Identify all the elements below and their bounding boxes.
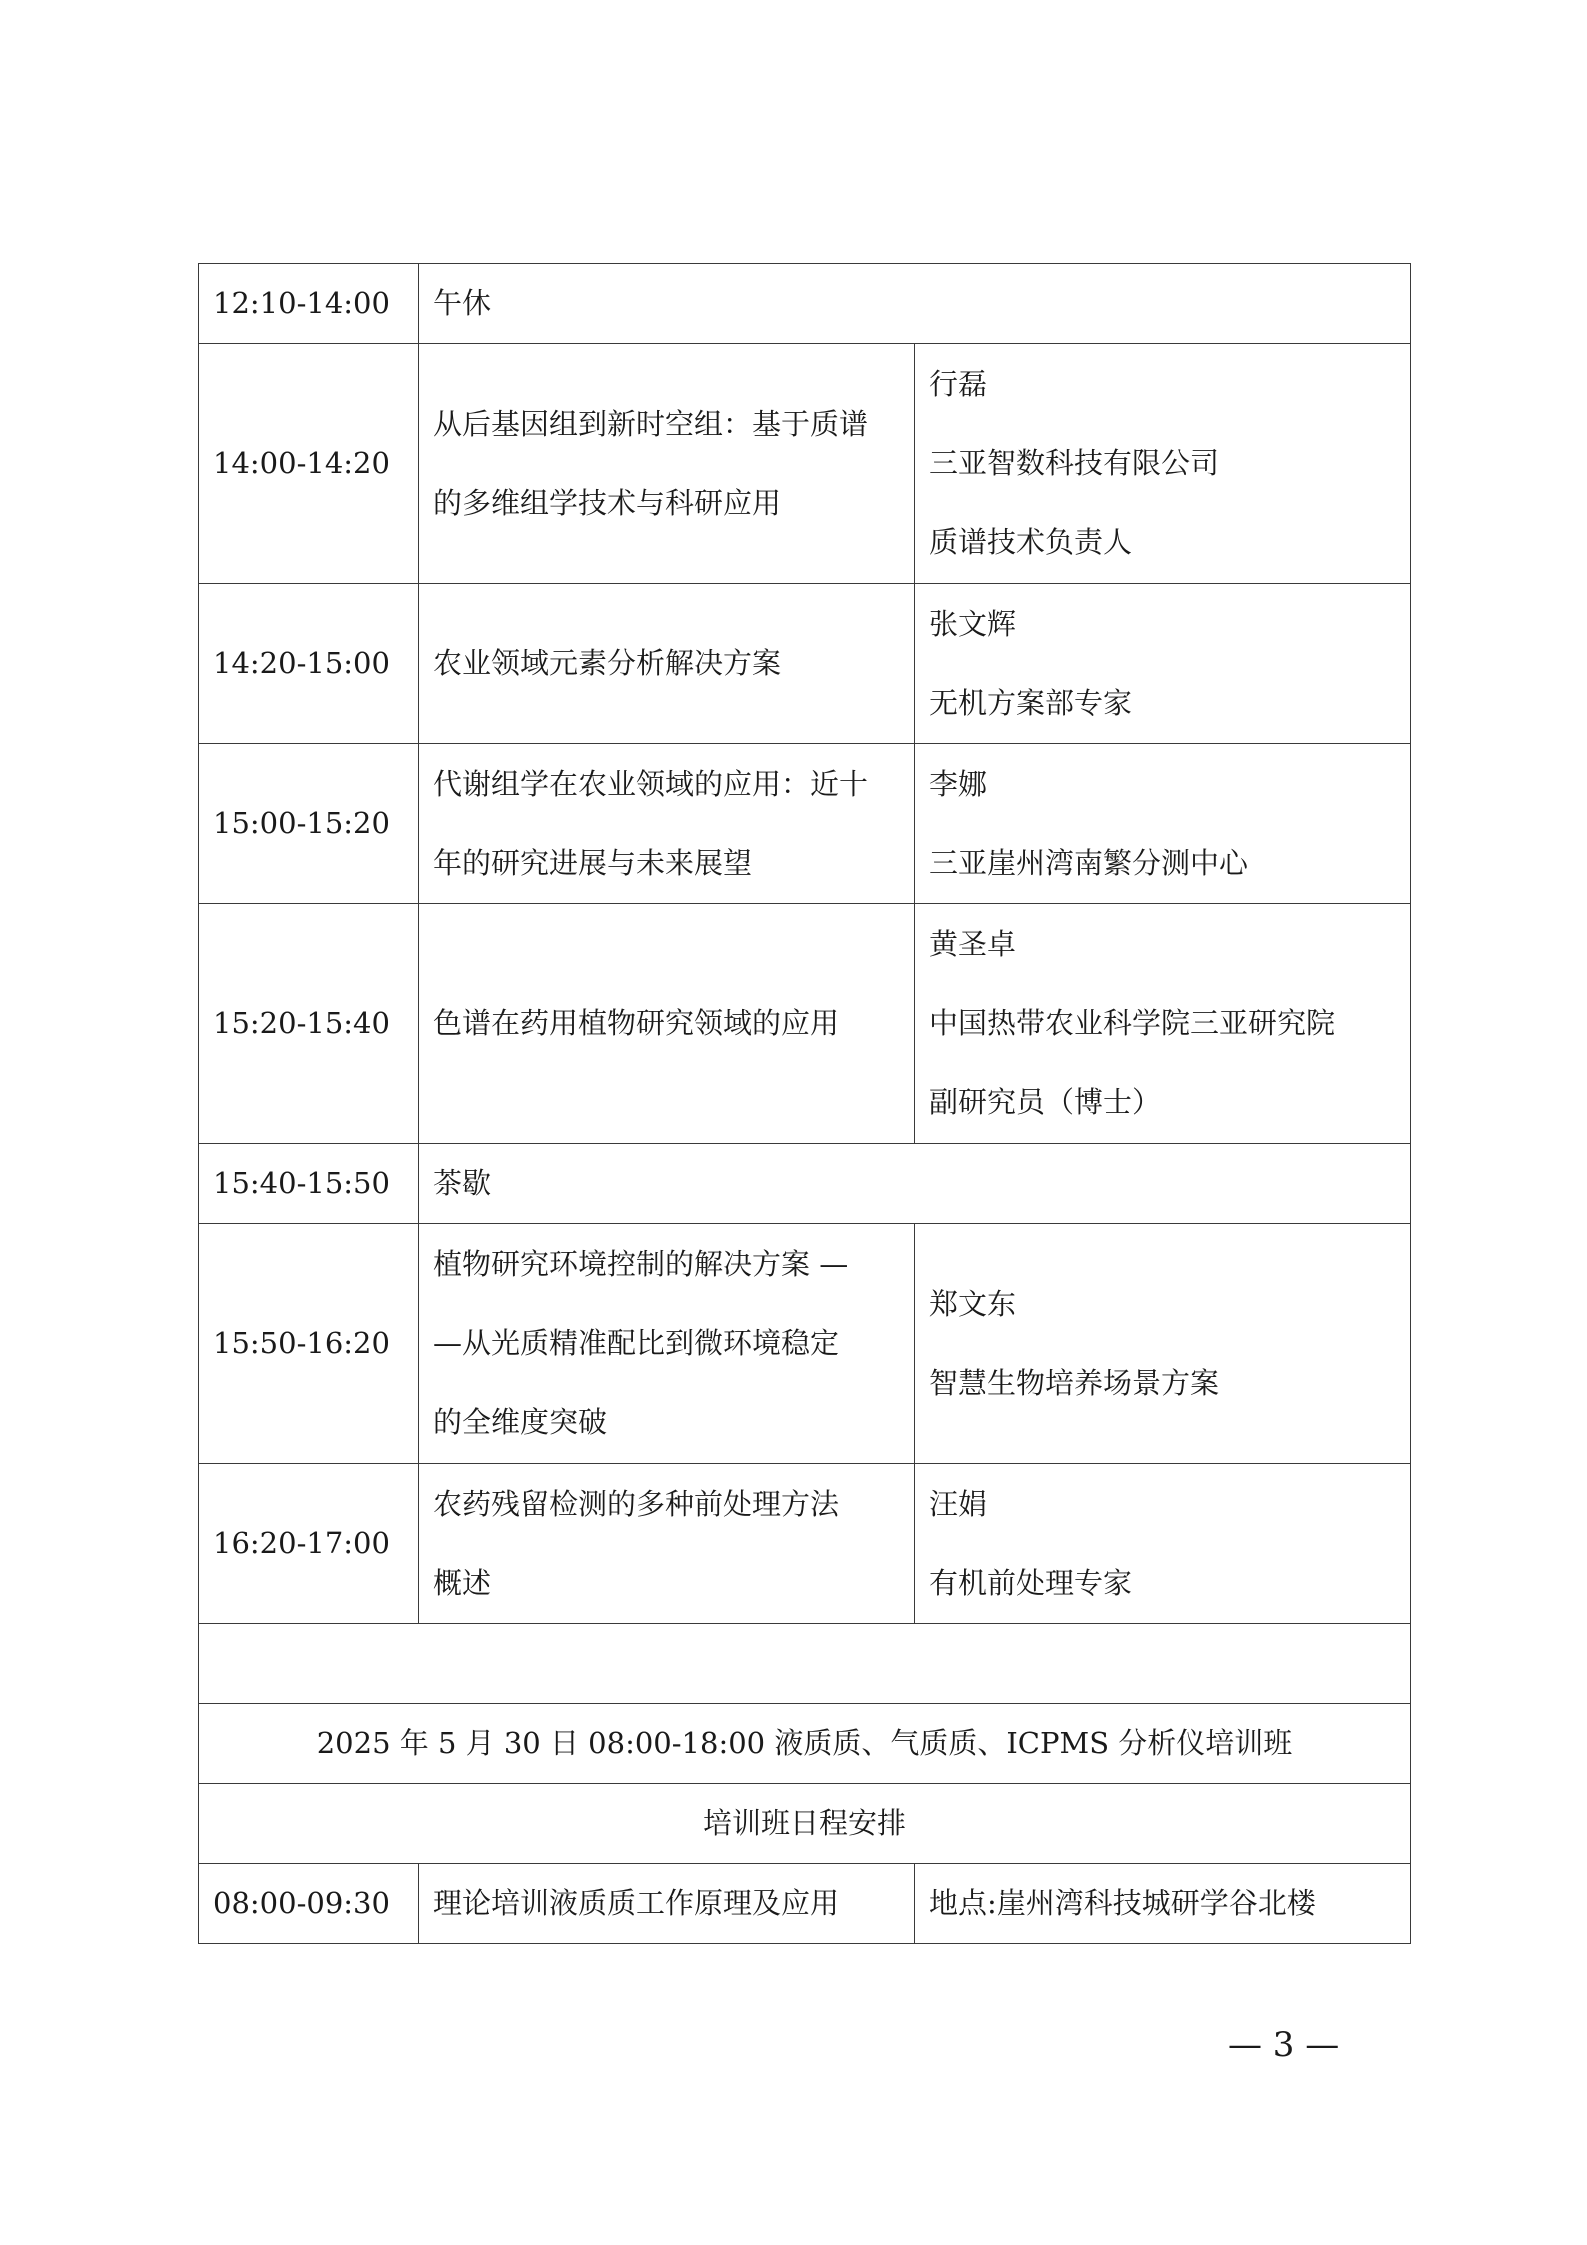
topic-line: 的多维组学技术与科研应用	[433, 485, 782, 520]
schedule-row	[199, 264, 1411, 344]
speaker-name: 张文辉	[929, 606, 1017, 641]
time-cell: 16:20-17:00	[199, 1464, 419, 1624]
empty-cell	[199, 1624, 1411, 1704]
speaker-affiliation: 三亚智数科技有限公司	[929, 446, 1220, 480]
speaker-title: 副研究员（博士）	[929, 1085, 1162, 1119]
topic-cell	[419, 1464, 915, 1624]
topic-line: 农药残留检测的多种前处理方法	[433, 1486, 840, 1521]
topic-line: 代谢组学在农业领域的应用：近十	[433, 766, 869, 801]
topic-cell	[419, 584, 915, 744]
speaker-name: 行磊	[929, 367, 988, 401]
topic-cell	[419, 1144, 1411, 1224]
page-number: — 3 —	[1228, 2025, 1340, 2065]
schedule-table	[198, 263, 1411, 1944]
speaker-title: 智慧生物培养场景方案	[929, 1365, 1220, 1400]
speaker-title: 有机前处理专家	[929, 1565, 1133, 1600]
time-cell: 15:20-15:40	[199, 904, 419, 1144]
topic-line: —从光质精准配比到微环境稳定	[433, 1326, 840, 1360]
topic-line: 的全维度突破	[433, 1405, 608, 1439]
topic-cell	[419, 744, 915, 904]
speaker-cell	[915, 584, 1411, 744]
schedule-row	[199, 744, 1411, 904]
schedule-row	[199, 1144, 1411, 1224]
topic-cell	[419, 904, 915, 1144]
speaker-name: 李娜	[929, 766, 988, 801]
speaker-cell	[915, 344, 1411, 584]
empty-row	[199, 1624, 1411, 1704]
time-cell: 14:20-15:00	[199, 584, 419, 744]
topic-cell	[419, 344, 915, 584]
training-banner: 2025 年 5 月 30 日 08:00-18:00 液质质、气质质、ICPMS 分析仪培训班	[199, 1704, 1411, 1784]
time-cell: 15:00-15:20	[199, 744, 419, 904]
location-text: 地点:崖州湾科技城研学谷北楼	[929, 1886, 1316, 1920]
schedule-row	[199, 584, 1411, 744]
time-cell: 15:40-15:50	[199, 1144, 419, 1224]
topic-line: 从后基因组到新时空组：基于质谱	[433, 406, 869, 441]
speaker-cell	[915, 1464, 1411, 1624]
speaker-title: 质谱技术负责人	[929, 525, 1133, 559]
training-row	[199, 1864, 1411, 1944]
topic-line: 茶歇	[433, 1166, 492, 1200]
topic-line: 理论培训液质质工作原理及应用	[433, 1886, 840, 1920]
location-cell	[915, 1864, 1411, 1944]
schedule-row	[199, 904, 1411, 1144]
speaker-affiliation: 三亚崖州湾南繁分测中心	[929, 845, 1249, 880]
speaker-cell	[915, 904, 1411, 1144]
topic-cell	[419, 1864, 915, 1944]
topic-line: 概述	[433, 1565, 492, 1600]
time-cell: 12:10-14:00	[199, 264, 419, 344]
topic-line: 年的研究进展与未来展望	[433, 845, 753, 880]
time-cell: 15:50-16:20	[199, 1224, 419, 1464]
speaker-name: 黄圣卓	[929, 927, 1017, 961]
training-subtitle-row	[199, 1784, 1411, 1864]
schedule-row	[199, 1224, 1411, 1464]
speaker-cell	[915, 1224, 1411, 1464]
schedule-row	[199, 344, 1411, 584]
time-cell: 08:00-09:30	[199, 1864, 419, 1944]
topic-line: 植物研究环境控制的解决方案 —	[433, 1247, 849, 1281]
speaker-name: 汪娟	[929, 1486, 988, 1521]
topic-line: 农业领域元素分析解决方案	[433, 646, 782, 680]
training-banner-row	[199, 1704, 1411, 1784]
speaker-cell	[915, 744, 1411, 904]
topic-cell	[419, 1224, 915, 1464]
speaker-name: 郑文东	[929, 1286, 1017, 1321]
topic-line: 午休	[433, 286, 492, 320]
speaker-title: 无机方案部专家	[929, 685, 1133, 720]
topic-cell	[419, 264, 1411, 344]
schedule-row	[199, 1464, 1411, 1624]
training-subtitle: 培训班日程安排	[199, 1784, 1411, 1864]
speaker-affiliation: 中国热带农业科学院三亚研究院	[929, 1006, 1336, 1040]
time-cell: 14:00-14:20	[199, 344, 419, 584]
topic-line: 色谱在药用植物研究领域的应用	[433, 1006, 840, 1040]
